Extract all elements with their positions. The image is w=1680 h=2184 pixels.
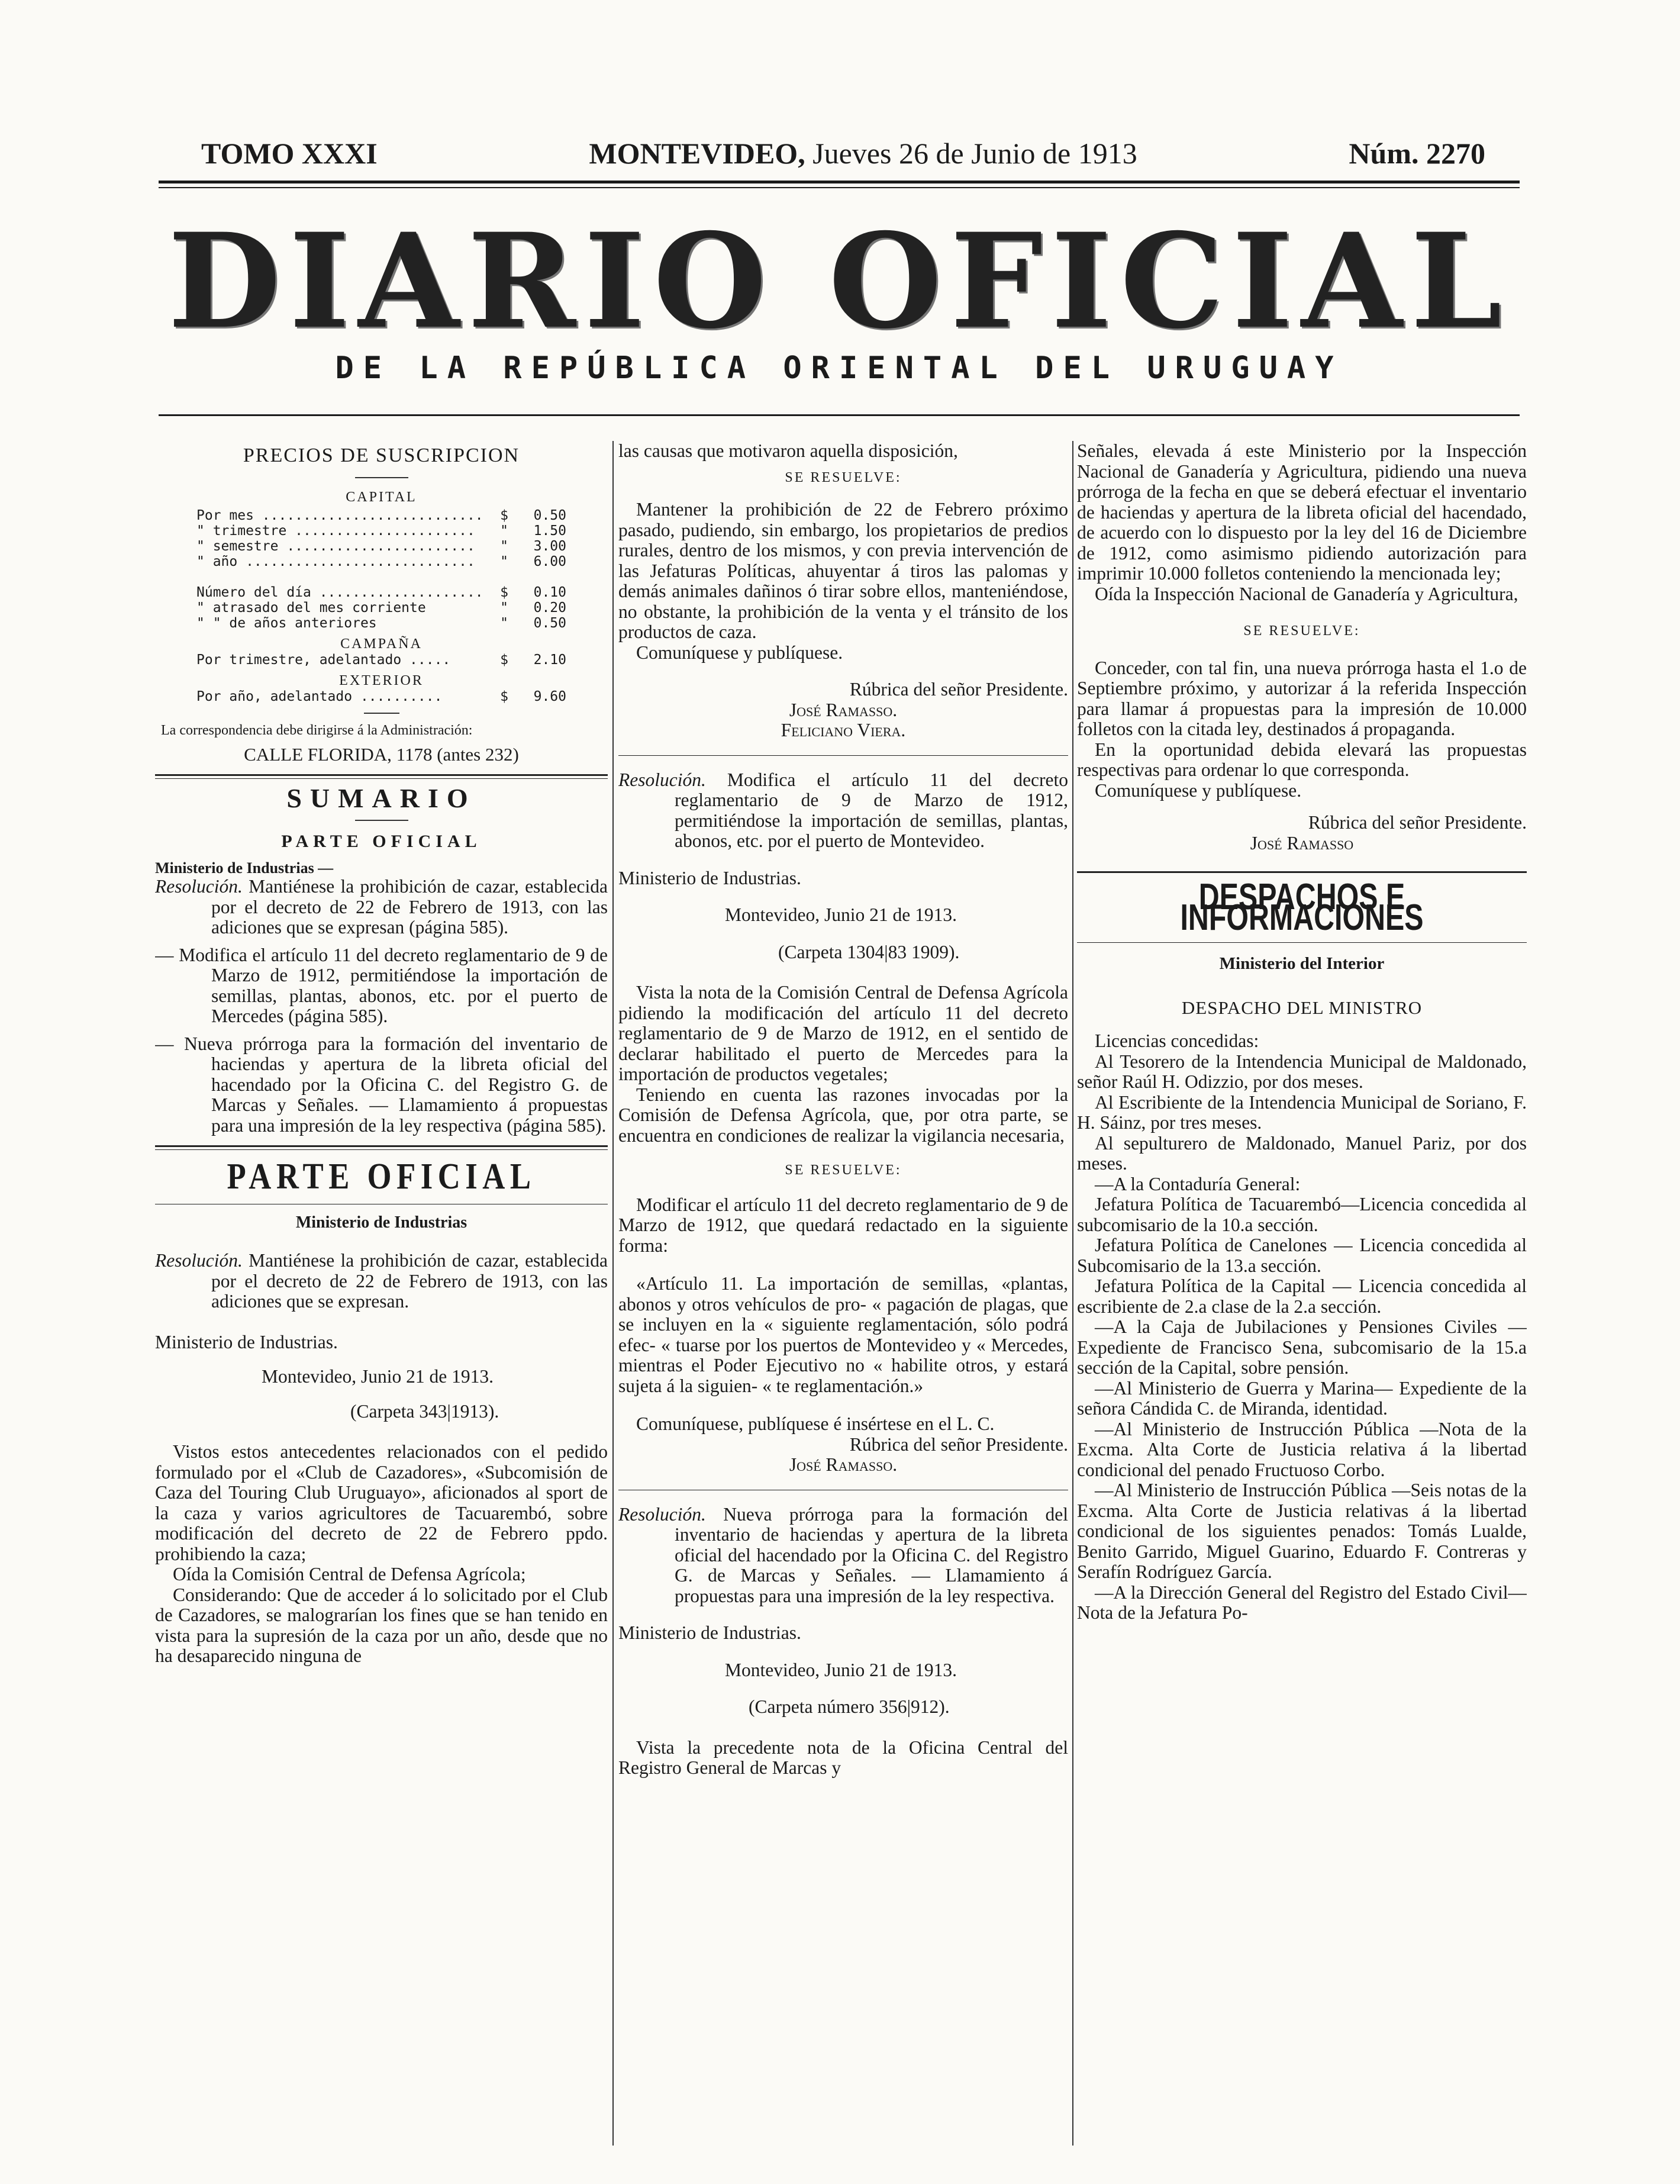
paragraph: Comuníquese, publíquese é insértese en el L. C. [636,1413,995,1434]
capital-label: CAPITAL [346,489,417,505]
signature: José Ramasso. [789,699,898,720]
signature: Feliciano Viera. [781,720,906,740]
rule [618,755,1068,756]
paragraph: En la oportunidad debida elevará las propuestas respectivas para ordenar lo que corresponda. [1077,739,1527,780]
price-row: Por año, adelantado .......... $ 9.60 [196,688,566,704]
signature: José Ramasso. [789,1454,898,1475]
paragraph: Considerando: Que de acceder á lo solicitado por el Club de Cazadores, se malograrían los fines que se han tenido en vista para la supresión de la caza por un año, desde que no ha desaparecido ninguna de [155,1584,608,1666]
rubric: Rúbrica del señor Presidente. [849,1434,1068,1455]
summary-entry: — Modifica el artículo 11 del decreto reglamentario de 9 de Marzo de 1912, permitiéndose la importación de semillas, plantas, abonos, etc. por el puerto de Mercedes (página 585). [155,944,608,1026]
paragraph: Vistos estos antecedentes relacionados con el pedido formulado por el «Club de Cazadores», «Subcomisión de Caza del Touring Club Uruguayo», aficionados al sport de la caza y varios agricultores de Tacuarembó, sobre modificación del decreto de 22 de Febrero ppdo. prohibiendo la caza; [155,1441,608,1564]
folder-ref: (Carpeta número 356|912). [749,1696,950,1717]
paragraph: Al Tesorero de la Intendencia Municipal de Maldonado, señor Raúl H. Odizzio, por dos meses. [1077,1051,1527,1092]
sumario-title: SUMARIO [286,783,476,813]
paragraph: Teniendo en cuenta las razones invocadas por la Comisión de Defensa Agrícola, que, por otra parte, se encuentra en condiciones de realizar la vigilancia necesaria, [618,1084,1068,1146]
price-row: " semestre ....................... " 3.00 [196,538,566,554]
paragraph: Al sepulturero de Maldonado, Manuel Pariz, por dos meses. [1077,1132,1527,1174]
paragraph: —A la Dirección General del Registro del Estado Civil—Nota de la Jefatura Po- [1077,1581,1527,1623]
ministry-line: Ministerio de Industrias. [618,1622,801,1643]
paragraph: Jefatura Política de Canelones — Licencia concedida al Subcomisario de la 13.a sección. [1077,1235,1527,1276]
exterior-label: EXTERIOR [339,672,424,688]
section-heading: DESPACHO DEL MINISTRO [1181,997,1423,1018]
folder-ref: (Carpeta 1304|83 1909). [778,941,960,962]
price-row: Por mes ........................... $ 0.50 [196,507,566,523]
tomo: TOMO XXXI [201,137,378,170]
rule [1077,871,1527,873]
rule [1077,942,1527,943]
ministry-heading: Ministerio del Interior [1219,954,1385,973]
paragraph: Licencias concedidas: [1095,1030,1259,1051]
paragraph: Jefatura Política de Tacuarembó—Licencia concedida al subcomisario de la 10.a sección. [1077,1194,1527,1235]
dateline: Montevideo, Junio 21 de 1913. [725,904,957,925]
despachos-title: DESPACHOS E INFORMACIONES [1180,877,1424,938]
resolution-summary: Resolución. Modifica el artículo 11 del decreto reglamentario de 9 de Marzo de 1912, permitiéndose la importación de semillas, plantas, abonos, etc. por el puerto de Montevideo. [618,769,1068,851]
signature: José Ramasso [1250,832,1354,853]
paragraph: Vista la precedente nota de la Oficina Central del Registro General de Marcas y [618,1737,1068,1778]
paragraph: Jefatura Política de la Capital — Licencia concedida al escribiente de 2.a clase de la 2.a sección. [1077,1275,1527,1317]
dateline: Montevideo, Junio 21 de 1913. [262,1366,494,1387]
paragraph: —A la Contaduría General: [1095,1173,1301,1194]
ministry-line: Ministerio de Industrias. [618,867,801,888]
folder-ref: (Carpeta 343|1913). [350,1400,499,1422]
prices-title: PRECIOS DE SUSCRIPCION [243,444,520,466]
price-row: Por trimestre, adelantado ..... $ 2.10 [196,652,566,668]
paragraph: —Al Ministerio de Instrucción Pública —Nota de la Excma. Alta Corte de Justicia relativa á la libertad condicional del penado Fructuoso Corbo. [1077,1418,1527,1480]
divider [355,477,408,478]
paragraph: Comuníquese y publíquese. [1095,779,1302,801]
header-rule-thin [159,187,1520,188]
double-rule [155,1145,608,1150]
paragraph: —Al Ministerio de Instrucción Pública —Seis notas de la Excma. Alta Corte de Justicia relativas á la libertad condicional de los siguientes penados: Tomás Lualde, Benito Garrido, Miguel Guarino, Eduardo F. Contreras y Serafín Rodríguez García. [1077,1480,1527,1582]
price-row: " año ............................ " 6.00 [196,553,566,569]
paragraph: las causas que motivaron aquella disposición, [618,441,958,461]
se-resuelve: SE RESUELVE: [1243,623,1360,639]
summary-entry: — Nueva prórroga para la formación del inventario de haciendas y apertura de la libreta oficial del hacendado por la Oficina C. del Registro G. de Marcas y Señales. — Llamamiento á propuestas para una impresión de la ley respectiva (página 585). [155,1033,608,1136]
rubric: Rúbrica del señor Presidente. [1308,812,1527,833]
paragraph: Modificar el artículo 11 del decreto reglamentario de 9 de Marzo de 1912, que quedará redactado en la siguiente forma: [618,1194,1068,1256]
divider [355,820,408,821]
rubric: Rúbrica del señor Presidente. [849,679,1068,700]
masthead-subtitle: DE LA REPÚBLICA ORIENTAL DEL URUGUAY [335,350,1343,386]
ministry-label: Ministerio de Industrias — [155,859,334,877]
column-divider [612,441,614,2146]
column-divider [1072,441,1073,2146]
article-text: «Artículo 11. La importación de semillas, «plantas, abonos y otros vehículos de pro- « pagación de plagas, que se incluyen en la « siguiente reglamentación, sólo podrá efec- « tuarse por los puertos de Montevideo y « Mercedes, mientras el Poder Ejecutivo no « habilite otros, y estará sujeta á la siguien- « te reglamentación.» [618,1273,1068,1396]
paragraph: Vista la nota de la Comisión Central de Defensa Agrícola pidiendo la modificación del artículo 11 del decreto reglamentario de 9 de Marzo de 1912, en el sentido de declarar habilitado el puerto de Mercedes para la importación de productos vegetales; [618,982,1068,1084]
parte-oficial-subtitle: PARTE OFICIAL [281,831,482,851]
paragraph: Oída la Inspección Nacional de Ganadería y Agricultura, [1095,583,1518,604]
price-row: " trimestre ...................... " 1.50 [196,523,566,539]
ministry-line: Ministerio de Industrias. [155,1331,338,1352]
column-1 [155,441,608,2146]
correspondence-note: La correspondencia debe dirigirse á la Administración: [161,722,473,738]
column-2 [618,441,1068,2146]
se-resuelve: SE RESUELVE: [785,1162,902,1178]
ministry-heading: Ministerio de Industrias [295,1213,467,1232]
paragraph: —Al Ministerio de Guerra y Marina— Expediente de la señora Cándida C. de Miranda, identidad. [1077,1377,1527,1419]
address: CALLE FLORIDA, 1178 (antes 232) [244,743,519,765]
parte-oficial-title: PARTE OFICIAL [227,1157,536,1197]
price-table [155,505,608,704]
summary-entry: Resolución. Mantiénese la prohibición de cazar, establecida por el decreto de 22 de Febrero de 1913, con las adiciones que se expresan (página 585). [155,876,608,938]
double-rule [155,774,608,779]
resolution-summary: Resolución. Nueva prórroga para la formación del inventario de haciendas y apertura de la libreta oficial del hacendado por la Oficina C. del Registro G. de Marcas y Señales. — Llamamiento á propuestas para una impresión de la ley respectiva. [618,1503,1068,1606]
resolution-summary: Resolución. Mantiénese la prohibición de cazar, establecida por el decreto de 22 de Febrero de 1913, con las adiciones que se expresan. [155,1250,608,1312]
campana-label: CAMPAÑA [340,636,423,652]
paragraph: Señales, elevada á este Ministerio por la Inspección Nacional de Ganadería y Agricultura, pidiendo una nueva prórroga de la fecha en que se deberá efectuar el inventario de haciendas y apertura de la libreta oficial del hacendado, de acuerdo con lo dispuesto por la ley del 16 de Diciembre de 1912, como asimismo pidiendo autorización para imprimir 10.000 folletos conteniendo la mencionada ley; [1077,441,1527,584]
price-row: " " de años anteriores " 0.50 [196,615,566,631]
divider [364,713,399,714]
se-resuelve: SE RESUELVE: [785,469,902,485]
paragraph: Comuníquese y publíquese. [636,642,843,663]
header-rule [159,181,1520,183]
paragraph: Oída la Comisión Central de Defensa Agrícola; [173,1564,526,1584]
column-3 [1077,441,1527,2146]
price-row: " atrasado del mes corriente " 0.20 [196,600,566,616]
dateline: Montevideo, Junio 21 de 1913. [725,1659,957,1680]
masthead-rule [159,414,1520,416]
paragraph: Mantener la prohibición de 22 de Febrero próximo pasado, pudiendo, sin embargo, los propietarios de predios rurales, dentro de los mismos, y con previa intervención de las Jefaturas Políticas, ahuyentar á tiros las palomas y demás animales dañinos ó tirar sobre ellos, manteniéndose, no obstante, la prohibición de la venta y el tránsito de los productos de caza. [618,499,1068,642]
paragraph: Conceder, con tal fin, una nueva prórroga hasta el 1.o de Septiembre próximo, y autorizar á la referida Inspección para llamar á propuestas para la impresión de 10.000 folletos con la citada ley, destinados á propaganda. [1077,657,1527,739]
issue-header [201,136,1485,170]
paragraph: Al Escribiente de la Intendencia Municipal de Soriano, F. H. Sáinz, por tres meses. [1077,1091,1527,1133]
paragraph: —A la Caja de Jubilaciones y Pensiones Civiles — Expediente de Francisco Sena, subcomisario de la 15.a sección de la Capital, sobre pensión. [1077,1316,1527,1378]
masthead-title: DIARIO OFICIAL [167,204,1511,357]
price-row: Número del día .................... $ 0.10 [196,584,566,600]
issue-number: Núm. 2270 [1349,137,1485,170]
issue-date: MONTEVIDEO, Jueves 26 de Junio de 1913 [589,137,1137,170]
